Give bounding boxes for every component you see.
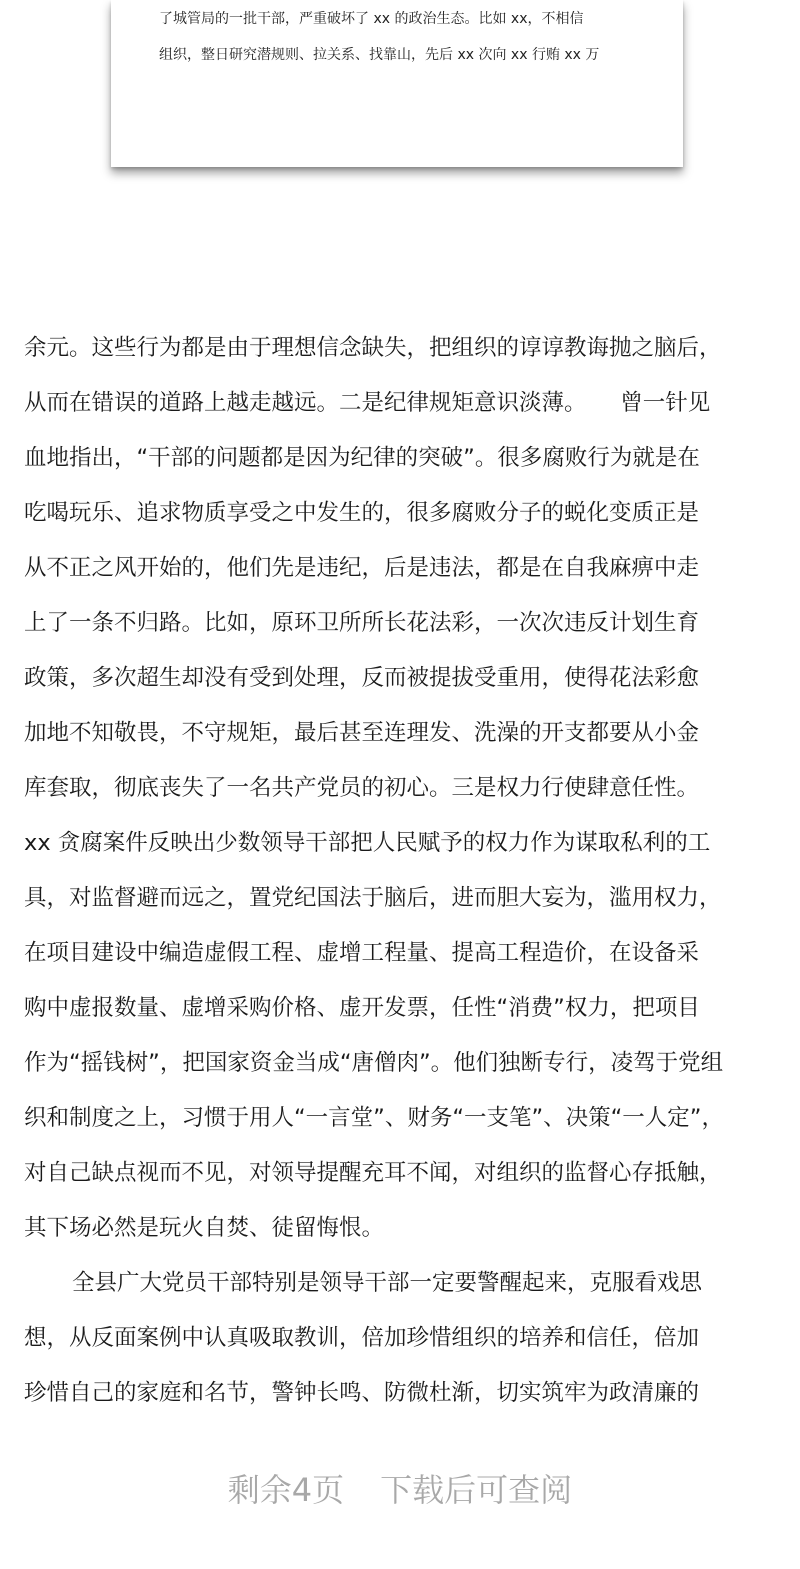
body-line: 余元。这些行为都是由于理想信念缺失，把组织的谆谆教诲抛之脑后， bbox=[24, 335, 722, 361]
body-line: 从而在错误的道路上越走越远。二是纪律规矩意识淡薄。 曾一针见 bbox=[24, 390, 711, 416]
body-line: 在项目建设中编造虚假工程、虚增工程量、提高工程造价，在设备采 bbox=[24, 940, 700, 966]
body-line: 织和制度之上，习惯于用人“一言堂”、财务“一支笔”、决策“一人定”， bbox=[24, 1105, 724, 1131]
body-line: 作为“摇钱树”，把国家资金当成“唐僧肉”。他们独断专行，凌驾于党组 bbox=[24, 1050, 724, 1076]
body-line: 政策，多次超生却没有受到处理，反而被提拔受重用，使得花法彩愈 bbox=[24, 665, 700, 691]
body-line: 对自己缺点视而不见，对领导提醒充耳不闻，对组织的监督心存抵触， bbox=[24, 1160, 722, 1186]
body-line: xx 贪腐案件反映出少数领导干部把人民赋予的权力作为谋取私利的工 bbox=[24, 830, 711, 856]
download-hint: 下载后可查阅 bbox=[380, 1471, 573, 1509]
body-line: 库套取，彻底丧失了一名共产党员的初心。三是权力行使肆意任性。 bbox=[24, 775, 700, 801]
previous-page-line: 组织，整日研究潜规则、拉关系、找靠山，先后 xx 次向 xx 行贿 xx 万 bbox=[159, 47, 600, 63]
previous-page-card bbox=[111, 0, 683, 167]
body-line: 上了一条不归路。比如，原环卫所所长花法彩，一次次违反计划生育 bbox=[24, 610, 700, 636]
body-line: 想，从反面案例中认真吸取教训，倍加珍惜组织的培养和信任，倍加 bbox=[24, 1325, 700, 1351]
body-line: 加地不知敬畏，不守规矩，最后甚至连理发、洗澡的开支都要从小金 bbox=[24, 720, 700, 746]
body-line: 具，对监督避而远之，置党纪国法于脑后，进而胆大妄为，滥用权力， bbox=[24, 885, 722, 911]
body-line: 血地指出，“干部的问题都是因为纪律的突破”。很多腐败行为就是在 bbox=[24, 445, 700, 471]
previous-page-line: 了城管局的一批干部，严重破坏了 xx 的政治生态。比如 xx，不相信 bbox=[159, 11, 584, 27]
remaining-pages-banner[interactable] bbox=[0, 1468, 800, 1512]
body-line: 从不正之风开始的，他们先是违纪，后是违法，都是在自我麻痹中走 bbox=[24, 555, 700, 581]
body-line: 购中虚报数量、虚增采购价格、虚开发票，任性“消费”权力，把项目 bbox=[24, 995, 700, 1021]
remaining-pages-count: 剩余4页 bbox=[227, 1471, 345, 1509]
body-line: 珍惜自己的家庭和名节，警钟长鸣、防微杜渐，切实筑牢为政清廉的 bbox=[24, 1380, 700, 1406]
paragraph-start-line: 全县广大党员干部特别是领导干部一定要警醒起来，克服看戏思 bbox=[72, 1270, 703, 1296]
body-line: 吃喝玩乐、追求物质享受之中发生的，很多腐败分子的蜕化变质正是 bbox=[24, 500, 700, 526]
body-line: 其下场必然是玩火自焚、徒留悔恨。 bbox=[24, 1215, 385, 1241]
